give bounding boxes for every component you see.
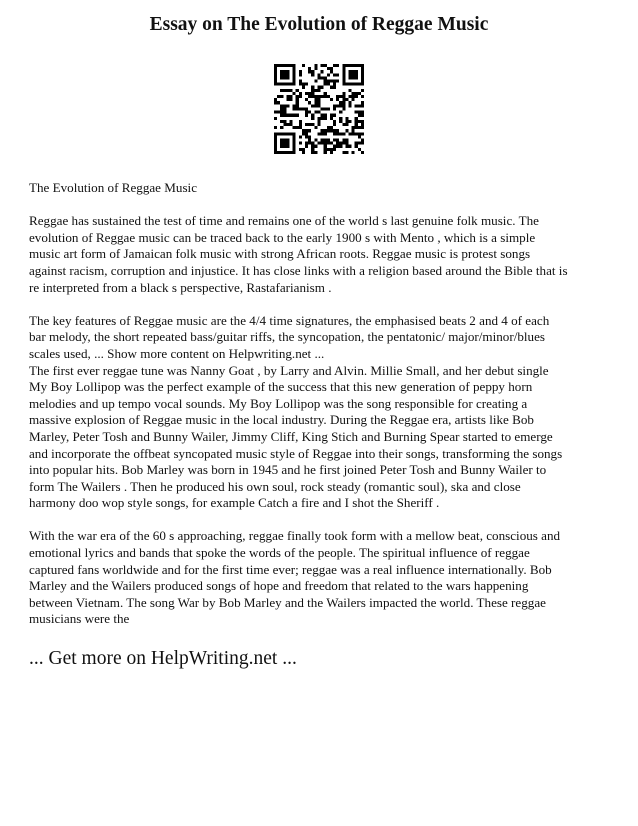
essay-paragraph-4: With the war era of the 60 s approaching, reggae finally took form with a mellow beat, conscious and emotional lyrics and bands that spoke the words of the people. The spiritual influence of reggae captured fans worldwide and for the first time ever; reggae was a real influence internationally. Bob Marley and the Wailers produced songs of hope and freedom that related to the wars happening between Vietnam. The song War by Bob Marley and the Wailers impacted the world. These reggae musicians were the [29,528,561,627]
essay-heading: The Evolution of Reggae Music [29,180,198,195]
get-more-link[interactable]: ... Get more on HelpWriting.net ... [29,648,297,669]
page-title: Essay on The Evolution of Reggae Music [149,14,489,35]
essay-paragraph-2: The key features of Reggae music are the 4/4 time signatures, the emphasised beats 2 and 4 of each bar melody, the short repeated bass/guitar riffs, the syncopation, the pentatonic/ major/minor/blues scales used, ... Show more content on Helpwriting.net ... [29,312,550,361]
essay-paragraph-3: The first ever reggae tune was Nanny Goat , by Larry and Alvin. Millie Small, and her debut single My Boy Lollipop was the perfect example of the success that this new generation of peppy horn melodies and up tempo vocal sounds. My Boy Lollipop was the song responsible for creating a massive explosion of Reggae music in the local industry. During the Reggae era, artists like Bob Marley, Peter Tosh and Bunny Wailer, Jimmy Cliff, King Stich and Burning Spear started to emerge and incorporate the offbeat syncopated music style of Reggae into their songs, transforming the songs into popular hits. Bob Marley was born in 1945 and he first joined Peter Tosh and Bunny Wailer to form The Wailers . Then he produced his own soul, rock steady (romantic soul), ska and close harmony doo wop style songs, for example Catch a fire and I shot the Sheriff . [29,362,563,511]
essay-paragraph-1: Reggae has sustained the test of time and remains one of the world s last genuine folk music. The evolution of Reggae music can be traced back to the early 1900 s with Mento , which is a simple music art form of Jamaican folk music with strong African roots. Reggae music is protest songs against racism, corruption and injustice. It has close links with a religion based around the Bible that is re interpreted from a black s perspective, Rastafarianism . [29,213,568,295]
qr-code-icon[interactable] [274,64,364,154]
essay-body [29,180,619,628]
